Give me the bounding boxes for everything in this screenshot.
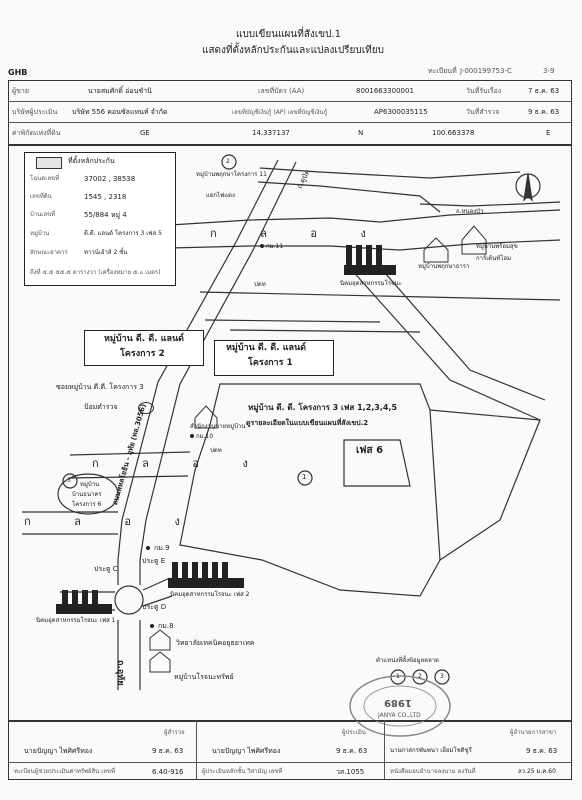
signature-date: 9 ธ.ค. 63 xyxy=(152,747,184,755)
license-number: วส.1055 xyxy=(336,768,365,776)
soi-label: ซอยหมู่บ้าน ดี.ดี. โครงการ 3 xyxy=(56,383,144,391)
km-label: กม.11 xyxy=(266,243,284,250)
ghb-logo: GHB xyxy=(8,68,28,77)
village-label: การ์เด้นท์โฮม xyxy=(476,255,512,262)
middle-canal xyxy=(70,476,188,478)
project-road xyxy=(200,292,560,300)
comparison-number: 2 xyxy=(418,673,422,680)
km-label: กม.10 xyxy=(196,433,214,440)
seller-value: นายสมศักดิ์ อ่อนชำนิ xyxy=(88,87,152,95)
gate-label: ประตู D xyxy=(142,603,167,611)
college-label: วิทยาลัยเทคนิคอยุธยาเทค xyxy=(176,639,255,647)
document-title: แบบเขียนแผนที่สังเขป.1 xyxy=(236,29,341,40)
legend-label: เลขที่ดิน xyxy=(30,193,52,200)
receive-date-label: วันที่รับเรื่อง xyxy=(466,87,502,95)
id-value: 8001663300001 xyxy=(356,87,414,95)
license-number: ลว.25 ม.ค.60 xyxy=(518,768,556,775)
project-road xyxy=(205,320,380,322)
phase6-label: เฟส 6 xyxy=(356,445,384,456)
landmark3-number: 3 xyxy=(67,477,71,484)
stamp-text: JANYA CO.,LTD xyxy=(378,712,421,719)
signature-date: 9 ธ.ค. 63 xyxy=(336,747,368,755)
legend-value: 55/884 หมู่ 4 xyxy=(84,211,127,219)
factory-label: นิคมอุตสาหกรรมโรจนะ เฟส 2 xyxy=(170,591,250,598)
project3-boundary xyxy=(180,384,440,596)
right-road xyxy=(378,265,545,400)
landmark2-sublabel: แยกไฟแดง xyxy=(206,192,235,199)
sales-office-label: สำนักงานขายหมู่บ้าน xyxy=(190,423,246,430)
upper-canal xyxy=(170,210,560,225)
signer-name: นายปัญญา ไพศิศรีทอง xyxy=(212,747,281,755)
landmark2-number: 2 xyxy=(226,158,230,165)
document-subtitle: แสดงที่ตั้งหลักประกันและแปลงเปรียบเทียบ xyxy=(202,45,384,56)
landmark3-label: โครงการ 6 xyxy=(72,501,102,508)
legend-value: 1545 , 2318 xyxy=(84,193,127,201)
landmark3-label: หมู่บ้าน xyxy=(80,481,100,488)
legend-label: โฉนดเลขที่ xyxy=(30,175,60,182)
signature-role: ผู้อำนวยการสาขา xyxy=(510,729,557,736)
road-label-south: ถ.อุทัย xyxy=(115,660,125,686)
roundabout-road xyxy=(143,578,170,590)
project-road xyxy=(230,330,420,332)
ptt-label: ปตท xyxy=(254,281,266,288)
top-road xyxy=(258,182,440,212)
receive-date-value: 7 ธ.ค. 63 xyxy=(528,87,560,95)
comparison-number: 1 xyxy=(396,673,400,680)
canal-label-lower: ก ล อ ง xyxy=(24,515,200,528)
signature-role: ผู้ประเมิน xyxy=(342,729,366,736)
factory-icon xyxy=(56,590,112,614)
latitude-value: 14.337137 xyxy=(252,129,290,137)
legend-label: หมู่บ้าน xyxy=(30,230,50,237)
signature-divider xyxy=(8,762,571,763)
id-label: เลขที่บัตร (AA) xyxy=(258,87,305,95)
landmark2-label: หมู่บ้านพฤกษาโครงการ 11 xyxy=(196,171,267,178)
comparison-label: ตำแหน่งที่ตั้งข้อมูลตลาด xyxy=(376,657,440,664)
reference-label: ทะเบียนที่ xyxy=(428,67,457,75)
roundabout xyxy=(115,586,143,614)
legend-note: ถึงที่ ๕.๕ ๕๕.๕ ตารางวา (เครื่องหมาย ๕.๐ เมตร) xyxy=(30,269,161,276)
gate-label: ประตู E xyxy=(142,557,166,565)
right-road xyxy=(350,268,540,420)
license-number: 6.40-916 xyxy=(152,768,184,776)
road-label: ถ.หนองบัว xyxy=(456,208,484,215)
project3-subtitle: ดูรายละเอียดในแบบเขียนแผนที่สังเขป.2 xyxy=(246,419,369,427)
gate-label: ประตู C xyxy=(94,565,118,573)
survey-date-label: วันที่สำรวจ xyxy=(466,108,500,116)
coordinate-system: GE xyxy=(140,129,150,137)
main-road-label: ถนนพหลโยธิน - อุทัย (ทล.3056) xyxy=(111,402,148,506)
legend-label: ลักษณะอาคาร xyxy=(30,249,68,256)
factory-label: นิคมอุตสาหกรรมโรจนะ เฟส 1 xyxy=(36,617,116,624)
signature-date: 9 ธ.ค. 63 xyxy=(526,747,558,755)
longitude-value: 100.663378 xyxy=(432,129,475,137)
police-label: ป้อมตำรวจ xyxy=(84,403,118,411)
canal-label-middle: ก ล อ ง xyxy=(92,457,268,470)
latitude-unit: N xyxy=(358,129,364,137)
project-boundary xyxy=(430,410,540,560)
project1-title: หมู่บ้าน ดี. ดี. แลนด์ xyxy=(226,343,307,353)
village-label: หมู่บ้านโรจนะทรัพย์ xyxy=(174,673,234,681)
signature-divider xyxy=(384,720,385,779)
page-number: 3-9 xyxy=(543,67,555,75)
collateral-number: 1 xyxy=(302,473,307,481)
signature-role: ผู้สำรวจ xyxy=(164,729,185,736)
legend-box xyxy=(24,152,176,286)
project2-title: หมู่บ้าน ดี. ดี. แลนด์ xyxy=(104,334,185,344)
nongbua-road xyxy=(420,202,560,206)
reference-number: J-000199753-C xyxy=(460,67,512,75)
license-label: หนังสือมอบอำนาจลงนาม ลงวันที่ xyxy=(390,768,476,775)
survey-date-value: 9 ธ.ค. 63 xyxy=(528,108,560,116)
account-label: เลขที่บัญชีเงินกู้ (AP) เลขที่บัญชีเงินกู้ xyxy=(232,109,328,116)
village-label: หมู่บ้านพฤกษาธารา xyxy=(418,263,470,270)
legend-value: ดี.ดี. แลนด์ โครงการ 3 เฟส 5 xyxy=(84,230,162,237)
legend-swatch xyxy=(36,157,62,169)
signer-name: นายปัญญา ไพศิศรีทอง xyxy=(24,747,93,755)
km-label: กม.8 xyxy=(158,622,174,630)
license-label: ผู้ประเมินหลักชั้น วิสามัญ เลขที่ xyxy=(202,768,283,775)
longitude-unit: E xyxy=(546,129,551,137)
legend-label: บ้านเลขที่ xyxy=(30,211,56,218)
factory-label: นิคมอุตสาหกรรมโรจนะ xyxy=(340,280,402,287)
signature-divider xyxy=(196,720,197,779)
road-name-label: ถ.ตูบัด xyxy=(295,168,312,191)
project3-title: หมู่บ้าน ดี. ดี. โครงการ 3 เฟส 1,2,3,4,5 xyxy=(248,403,398,412)
legend-value: 37002 , 38538 xyxy=(84,175,136,183)
comparison-number: 3 xyxy=(440,673,444,680)
appraiser-company-value: บริษัท 556 คอนซัลแทนท์ จำกัด xyxy=(72,108,168,116)
legend-value: ทาวน์เฮ้าส์ 2 ชั้น xyxy=(84,249,128,256)
compass-arrow xyxy=(524,174,532,200)
legend-title: ที่ตั้งหลักประกัน xyxy=(68,157,115,165)
house-icon xyxy=(150,226,486,672)
seller-label: ผู้ขาย xyxy=(12,87,29,95)
appraiser-company-label: บริษัทผู้ประเมิน xyxy=(12,108,58,116)
landmark3-label: บ้านธนาคร xyxy=(72,491,102,498)
account-value: AP6300035115 xyxy=(374,108,428,116)
village-label: หมู่บ้านพร้อมสุข xyxy=(476,243,518,250)
stamp-text: 1989 xyxy=(384,697,412,708)
license-label: ทะเบียนผู้ช่วยประเมินค่าทรัพย์สิน เลขที่ xyxy=(14,768,115,775)
canal-label-upper: ก ล อ ง xyxy=(210,227,386,240)
project2-subtitle: โครงการ 2 xyxy=(120,349,165,359)
signer-name: นายภาสกรพันพนา เอี่ยมโชติชูรี xyxy=(390,747,472,754)
km-label: กม.9 xyxy=(154,544,170,552)
ptt-label: ปตท xyxy=(210,447,222,454)
project1-subtitle: โครงการ 1 xyxy=(248,358,293,368)
coordinate-label: ค่าพิกัดแห่งที่ดิน xyxy=(12,129,61,137)
factory-icon xyxy=(168,562,244,588)
